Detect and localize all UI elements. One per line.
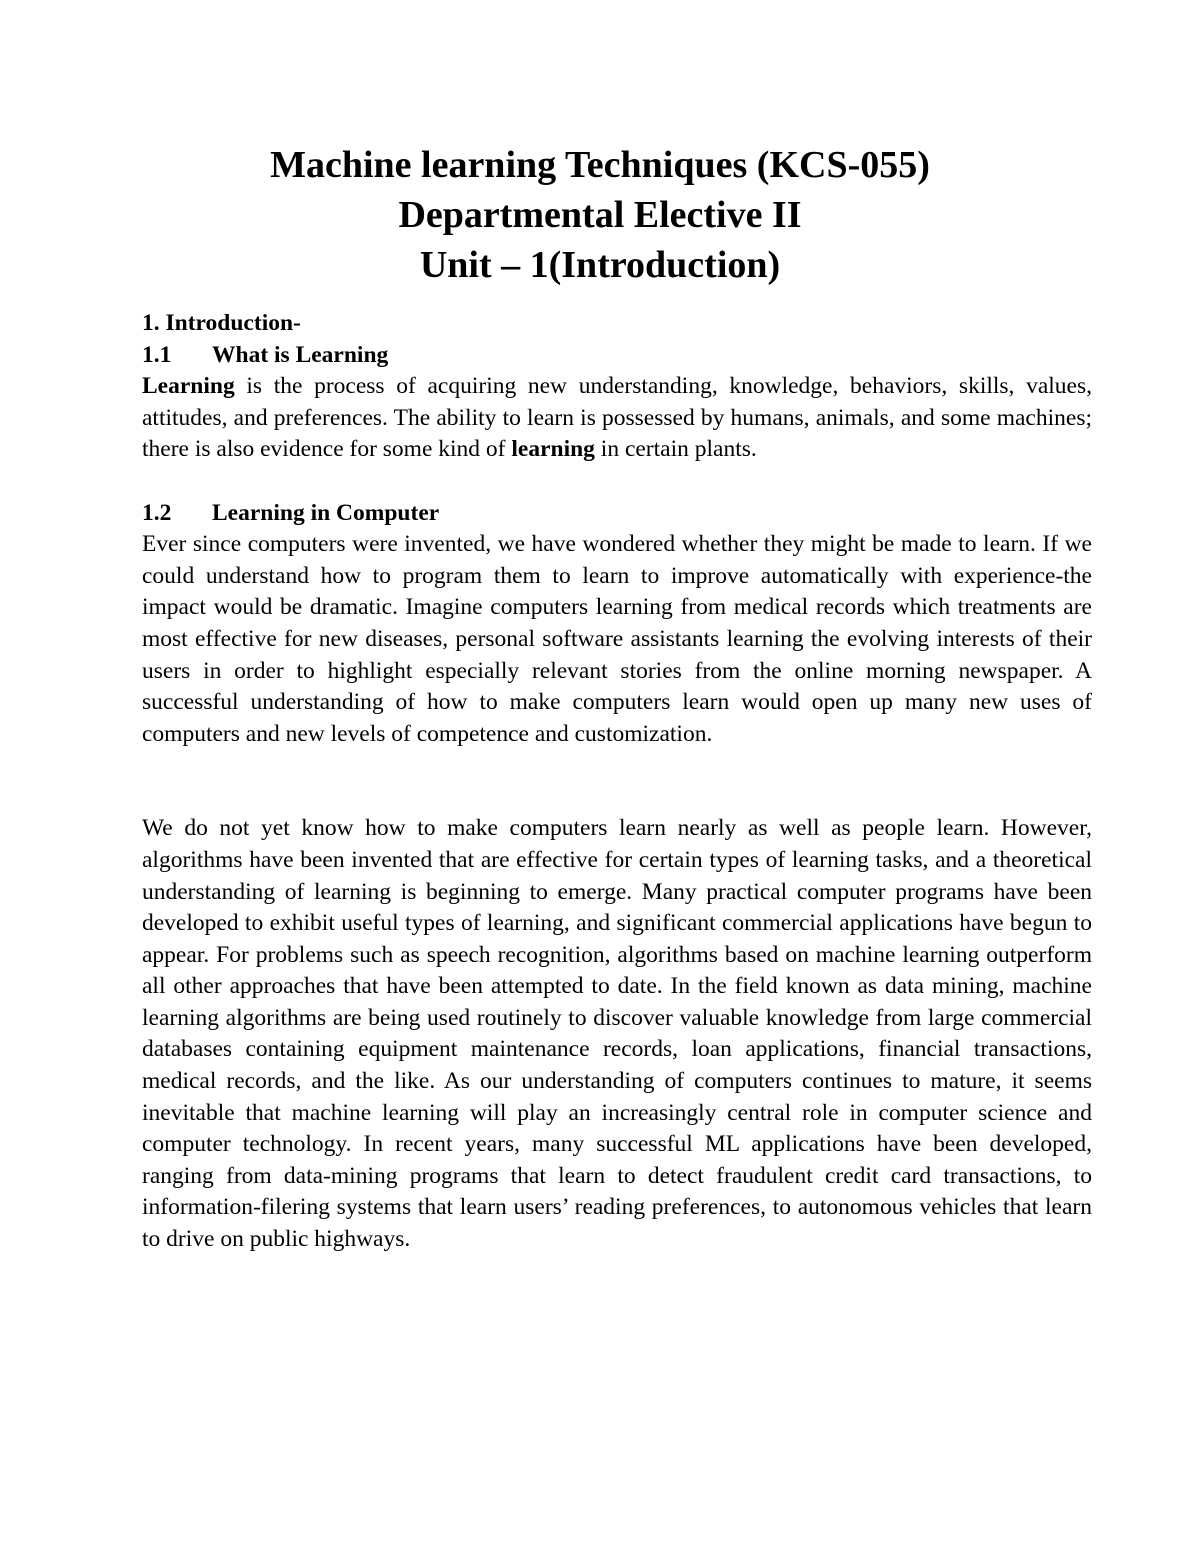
paragraph-text: is the process of acquiring new understanding, knowledge, behaviors, skills, values, attitudes, and preferences. The ability to learn is possessed by humans, animals, and some machines; there is also evidence for some kind of bbox=[142, 373, 1092, 463]
subsection-number: 1.2 bbox=[142, 499, 172, 526]
subsection-title: What is Learning bbox=[212, 341, 389, 368]
spacer bbox=[142, 466, 1092, 498]
paragraph-learning-in-computer-2: We do not yet know how to make computers learn nearly as well as people learn. However, algorithms have been invented that are effective for certain types of learning tasks, and a theoretical understanding of learning is beginning to emerge. Many practical computer programs have been developed to exhibit useful types of learning, and significant commercial applications have begun to appear. For problems such as speech recognition, algorithms based on machine learning outperform all other approaches that have been attempted to date. In the field known as data mining, machine learning algorithms are being used routinely to discover valuable knowledge from large commercial databases containing equipment maintenance records, loan applications, financial transactions, medical records, and the like. As our understanding of computers continues to mature, it seems inevitable that machine learning will play an increasingly central role in computer science and computer technology. In recent years, many successful ML applications have been developed, ranging from data-mining programs that learn to detect fraudulent credit card transactions, to information-filering systems that learn users’ reading preferences, to autonomous vehicles that learn to drive on public highways. bbox=[142, 815, 1092, 1253]
subsection-heading-what-is-learning bbox=[142, 340, 1092, 372]
document-body bbox=[142, 308, 1092, 1256]
title-course: Machine learning Techniques (KCS-055) bbox=[270, 144, 930, 186]
document-title bbox=[0, 140, 1200, 290]
paragraph-learning-definition bbox=[142, 371, 1092, 466]
subsection-heading-learning-in-computer bbox=[142, 498, 1092, 530]
paragraph-text-end: in certain plants. bbox=[594, 436, 757, 463]
term-learning-inline: learning bbox=[511, 436, 595, 463]
term-learning: Learning bbox=[142, 373, 235, 400]
spacer bbox=[142, 750, 1092, 813]
title-elective: Departmental Elective II bbox=[398, 194, 802, 236]
subsection-number: 1.1 bbox=[142, 341, 172, 368]
title-unit: Unit – 1(Introduction) bbox=[419, 244, 781, 286]
section-heading-introduction: 1. Introduction- bbox=[142, 310, 301, 336]
subsection-title: Learning in Computer bbox=[212, 499, 440, 526]
paragraph-learning-in-computer-1: Ever since computers were invented, we have wondered whether they might be made to learn. If we could understand how to program them to learn to improve automatically with experience-the impact would be dramatic. Imagine computers learning from medical records which treatments are most effective for new diseases, personal software assistants learning the evolving interests of their users in order to highlight especially relevant stories from the online morning newspaper. A successful understanding of how to make computers learn would open up many new uses of computers and new levels of competence and customization. bbox=[142, 531, 1092, 747]
